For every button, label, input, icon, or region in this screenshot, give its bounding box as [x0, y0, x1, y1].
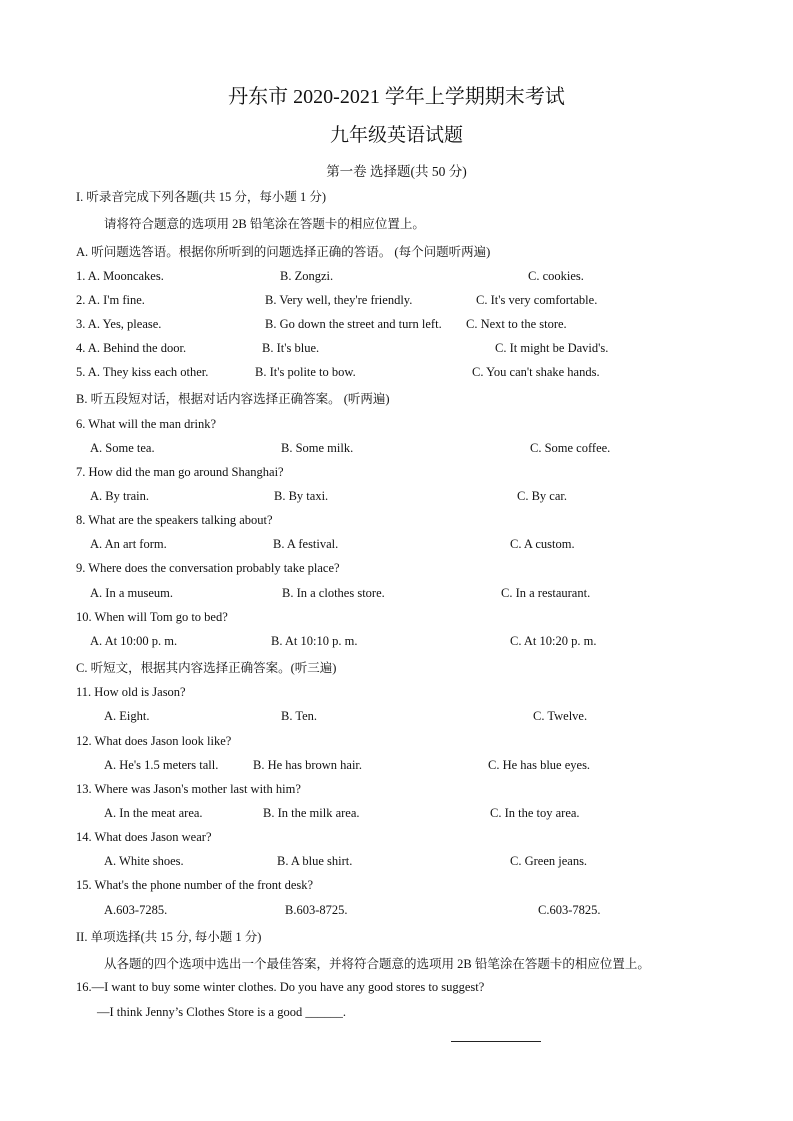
q6-stem: 6. What will the man drink? — [76, 417, 217, 431]
section2-instruction: 从各题的四个选项中选出一个最佳答案，并将符合题意的选项用 2B 铅笔涂在答题卡的相应位置上。 — [104, 957, 650, 971]
part-title: 第一卷 选择题(共 50 分) — [326, 164, 467, 179]
q13-option-c: C. In the toy area. — [490, 806, 580, 820]
section1-partA: A. 听问题选答语。根据你所听到的问题选择正确的答语。 (每个问题听两遍) — [76, 245, 491, 259]
q2-option-b: B. Very well, they're friendly. — [265, 293, 413, 307]
q4-option-b: B. It's blue. — [262, 341, 320, 355]
q4-option-a: 4. A. Behind the door. — [76, 341, 187, 355]
q9-option-a: A. In a museum. — [90, 586, 173, 600]
q9-option-c: C. In a restaurant. — [501, 586, 591, 600]
q15-option-c: C.603-7825. — [538, 903, 601, 917]
q1-option-c: C. cookies. — [528, 269, 584, 283]
q16-line1: 16.—I want to buy some winter clothes. Do you have any good stores to suggest? — [76, 980, 485, 994]
q7-stem: 7. How did the man go around Shanghai? — [76, 465, 284, 479]
q9-option-b: B. In a clothes store. — [282, 586, 385, 600]
exam-subtitle: 九年级英语试题 — [329, 125, 463, 146]
q11-stem: 11. How old is Jason? — [76, 685, 186, 699]
q16-line2: —I think Jenny’s Clothes Store is a good ______. — [97, 1005, 346, 1019]
q3-option-a: 3. A. Yes, please. — [76, 317, 162, 331]
q4-option-c: C. It might be David's. — [495, 341, 609, 355]
q2-option-a: 2. A. I'm fine. — [76, 293, 145, 307]
q14-stem: 14. What does Jason wear? — [76, 830, 212, 844]
section1-partC: C. 听短文，根据其内容选择正确答案。(听三遍) — [76, 661, 337, 675]
q15-stem: 15. What's the phone number of the front desk? — [76, 878, 314, 892]
exam-title: 丹东市 2020-2021 学年上学期期末考试 — [228, 86, 565, 108]
q15-option-a: A.603-7285. — [104, 903, 168, 917]
section1-partB: B. 听五段短对话，根据对话内容选择正确答案。 (听两遍) — [76, 392, 390, 406]
q3-option-b: B. Go down the street and turn left. — [265, 317, 442, 331]
q13-option-a: A. In the meat area. — [104, 806, 203, 820]
q6-option-c: C. Some coffee. — [530, 441, 611, 455]
q5-option-b: B. It's polite to bow. — [255, 365, 356, 379]
q10-option-a: A. At 10:00 p. m. — [90, 634, 178, 648]
q10-option-b: B. At 10:10 p. m. — [271, 634, 358, 648]
q13-option-b: B. In the milk area. — [263, 806, 360, 820]
q12-stem: 12. What does Jason look like? — [76, 734, 232, 748]
q5-option-a: 5. A. They kiss each other. — [76, 365, 209, 379]
q1-option-b: B. Zongzi. — [280, 269, 334, 283]
q9-stem: 9. Where does the conversation probably take place? — [76, 561, 340, 575]
q8-option-c: C. A custom. — [510, 537, 575, 551]
q8-option-b: B. A festival. — [273, 537, 339, 551]
q2-option-c: C. It's very comfortable. — [476, 293, 598, 307]
q12-option-b: B. He has brown hair. — [253, 758, 363, 772]
q10-stem: 10. When will Tom go to bed? — [76, 610, 228, 624]
q3-option-c: C. Next to the store. — [466, 317, 567, 331]
q7-option-a: A. By train. — [90, 489, 150, 503]
q15-option-b: B.603-8725. — [285, 903, 348, 917]
q6-option-a: A. Some tea. — [90, 441, 155, 455]
q10-option-c: C. At 10:20 p. m. — [510, 634, 597, 648]
q8-stem: 8. What are the speakers talking about? — [76, 513, 273, 527]
q7-option-b: B. By taxi. — [274, 489, 329, 503]
q11-option-c: C. Twelve. — [533, 709, 588, 723]
q14-option-c: C. Green jeans. — [510, 854, 588, 868]
q12-option-c: C. He has blue eyes. — [488, 758, 591, 772]
section2-heading: II. 单项选择(共 15 分, 每小题 1 分) — [76, 930, 262, 944]
q11-option-a: A. Eight. — [104, 709, 150, 723]
section1-heading: I. 听录音完成下列各题(共 15 分，每小题 1 分) — [76, 190, 326, 204]
q1-option-a: 1. A. Mooncakes. — [76, 269, 164, 283]
q12-option-a: A. He's 1.5 meters tall. — [104, 758, 219, 772]
q5-option-c: C. You can't shake hands. — [472, 365, 600, 379]
q7-option-c: C. By car. — [517, 489, 567, 503]
section1-instruction: 请将符合题意的选项用 2B 铅笔涂在答题卡的相应位置上。 — [104, 217, 425, 231]
q8-option-a: A. An art form. — [90, 537, 167, 551]
q13-stem: 13. Where was Jason's mother last with him? — [76, 782, 301, 796]
q14-option-a: A. White shoes. — [104, 854, 184, 868]
footer-rule — [451, 1041, 541, 1042]
q11-option-b: B. Ten. — [281, 709, 318, 723]
q14-option-b: B. A blue shirt. — [277, 854, 353, 868]
q6-option-b: B. Some milk. — [281, 441, 354, 455]
